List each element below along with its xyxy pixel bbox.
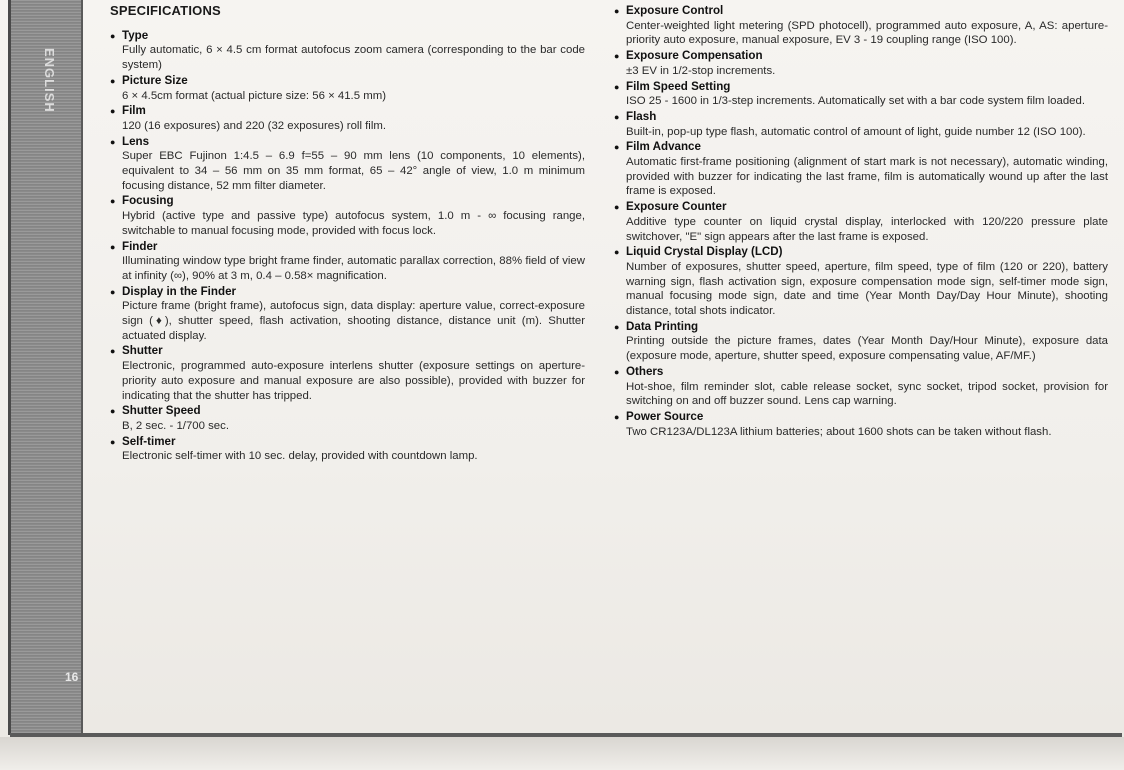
spec-item <box>614 4 1108 48</box>
spec-item <box>614 200 1108 244</box>
spec-title: Focusing <box>122 194 174 208</box>
spec-body: Super EBC Fujinon 1:4.5 – 6.9 f=55 – 90 mm lens (10 components, 10 elements), equivalent to 34 – 56 mm on 35 mm format, 65 – 42° angle of view, 1.0 m minimum focusing distance, 52 mm filter diameter. <box>122 150 585 192</box>
bullet-icon: ● <box>110 75 116 86</box>
side-tab-label: ENGLISH <box>42 48 57 113</box>
spec-title: Liquid Crystal Display (LCD) <box>626 245 783 259</box>
bullet-icon: ● <box>110 196 116 207</box>
spec-title: Exposure Counter <box>626 200 727 214</box>
spec-item <box>614 110 1108 139</box>
spec-body: ISO 25 - 1600 in 1/3-step increments. Automatically set with a bar code system film loaded. <box>626 95 1086 108</box>
spec-body: Automatic first-frame positioning (alignment of start mark is not necessary), automatic winding, provided with buzzer for indicating the last frame, film is automatically wound up after the last frame is exposed. <box>626 156 1108 198</box>
spec-body: Fully automatic, 6 × 4.5 cm format autofocus zoom camera (corresponding to the bar code system) <box>122 44 585 72</box>
spec-body: Two CR123A/DL123A lithium batteries; about 1600 shots can be taken without flash. <box>626 425 1052 438</box>
spec-title: Film <box>122 104 146 118</box>
spec-item <box>110 29 585 73</box>
bullet-icon: ● <box>110 241 116 252</box>
spec-title: Exposure Compensation <box>626 49 763 63</box>
spec-item <box>110 404 585 433</box>
spec-body: Number of exposures, shutter speed, aperture, film speed, type of film (120 or 220), battery warning sign, flash activation sign, exposure compensation mode sign, self-timer mode sign, manual focusing mode sign, date and time (Year Month Day/Day Hour Minute), shooting distance, total shots indicator. <box>626 260 1108 318</box>
spec-body: Built-in, pop-up type flash, automatic control of amount of light, guide number 12 (ISO 100). <box>626 125 1086 138</box>
spec-item <box>614 49 1108 78</box>
bullet-icon: ● <box>614 6 620 16</box>
bullet-icon: ● <box>614 411 620 422</box>
spec-title: Display in the Finder <box>122 284 237 298</box>
spec-item <box>110 344 585 403</box>
spec-title: Flash <box>626 109 657 123</box>
spec-body: ±3 EV in 1/2-stop increments. <box>626 64 776 77</box>
scan-bottom-shadow <box>0 737 1124 770</box>
section-title: SPECIFICATIONS <box>110 3 221 18</box>
spec-title: Finder <box>122 239 158 253</box>
spec-item <box>110 74 585 103</box>
bullet-icon: ● <box>614 366 620 377</box>
bullet-icon: ● <box>110 346 116 357</box>
spec-title: Exposure Control <box>626 4 724 17</box>
page-number: 16 <box>65 670 79 684</box>
spec-title: Self-timer <box>122 434 176 448</box>
spec-body: Electronic, programmed auto-exposure interlens shutter (exposure settings on aperture-priority auto exposure and manual exposure are also possible), provided with buzzer for indicating that the shutter has tripped. <box>122 360 585 402</box>
bullet-icon: ● <box>614 321 620 332</box>
spec-item <box>110 435 585 464</box>
spec-title: Data Printing <box>626 319 699 333</box>
spec-body: 6 × 4.5cm format (actual picture size: 56 × 41.5 mm) <box>122 89 386 102</box>
bullet-icon: ● <box>110 30 116 41</box>
spec-body: Printing outside the picture frames, dates (Year Month Day/Hour Minute), exposure data (exposure mode, aperture, shutter speed, exposure compensating value, AF/MF.) <box>626 335 1108 363</box>
bullet-icon: ● <box>110 406 116 417</box>
spec-item <box>614 245 1108 319</box>
spec-body: Illuminating window type bright frame finder, automatic parallax correction, 88% field of view at infinity (∞), 90% at 3 m, 0.4 – 0.58× magnification. <box>122 255 585 282</box>
bullet-icon: ● <box>110 136 116 147</box>
bullet-icon: ● <box>614 202 620 213</box>
spec-item <box>110 240 585 284</box>
bullet-icon: ● <box>110 436 116 447</box>
spec-item <box>110 104 585 133</box>
spec-body: Hot-shoe, film reminder slot, cable release socket, sync socket, tripod socket, provision for switching on and off buzzer sound. Lens cap warning. <box>626 380 1108 408</box>
bullet-icon: ● <box>614 81 620 92</box>
spec-body: Hybrid (active type and passive type) autofocus system, 1.0 m - ∞ focusing range, switchable to manual focusing mode, provided with focus lock. <box>122 210 585 237</box>
spec-item <box>614 320 1108 364</box>
side-tab <box>8 0 83 735</box>
spec-title: Lens <box>122 134 150 148</box>
spec-item <box>614 365 1108 409</box>
spec-title: Type <box>122 28 149 42</box>
spec-body: Center-weighted light metering (SPD photocell), programmed auto exposure, A, AS: aperture-priority auto exposure, manual exposure, EV 3 - 19 coupling range (ISO 100). <box>626 19 1108 47</box>
spec-body: Additive type counter on liquid crystal display, interlocked with 120/220 pressure plate switchover, "E" sign appears after the last frame is exposed. <box>626 215 1108 243</box>
spec-item <box>110 135 585 194</box>
spec-body: Picture frame (bright frame), autofocus sign, data display: aperture value, correct-exposure sign (♦), shutter speed, flash activation, shooting distance, distance unit (m). Shutter actuated display. <box>122 300 585 342</box>
spec-title: Power Source <box>626 409 704 423</box>
spec-title: Film Speed Setting <box>626 79 731 93</box>
bullet-icon: ● <box>614 51 620 62</box>
spec-body: 120 (16 exposures) and 220 (32 exposures) roll film. <box>122 119 387 132</box>
spec-item <box>110 194 585 238</box>
spec-item <box>614 410 1108 439</box>
spec-body: Electronic self-timer with 10 sec. delay, provided with countdown lamp. <box>122 450 478 463</box>
spec-item <box>614 80 1108 109</box>
bullet-icon: ● <box>614 142 620 153</box>
bullet-icon: ● <box>110 286 116 297</box>
spec-title: Shutter <box>122 344 163 358</box>
spec-item <box>110 285 585 344</box>
spec-title: Others <box>626 364 664 378</box>
left-column <box>110 4 585 465</box>
right-column <box>614 4 1108 440</box>
spec-title: Film Advance <box>626 140 701 154</box>
bullet-icon: ● <box>614 111 620 122</box>
bullet-icon: ● <box>110 106 116 117</box>
spec-title: Picture Size <box>122 73 188 87</box>
spec-item <box>614 140 1108 199</box>
spec-body: B, 2 sec. - 1/700 sec. <box>122 419 229 432</box>
bullet-icon: ● <box>614 247 620 258</box>
spec-title: Shutter Speed <box>122 404 201 418</box>
